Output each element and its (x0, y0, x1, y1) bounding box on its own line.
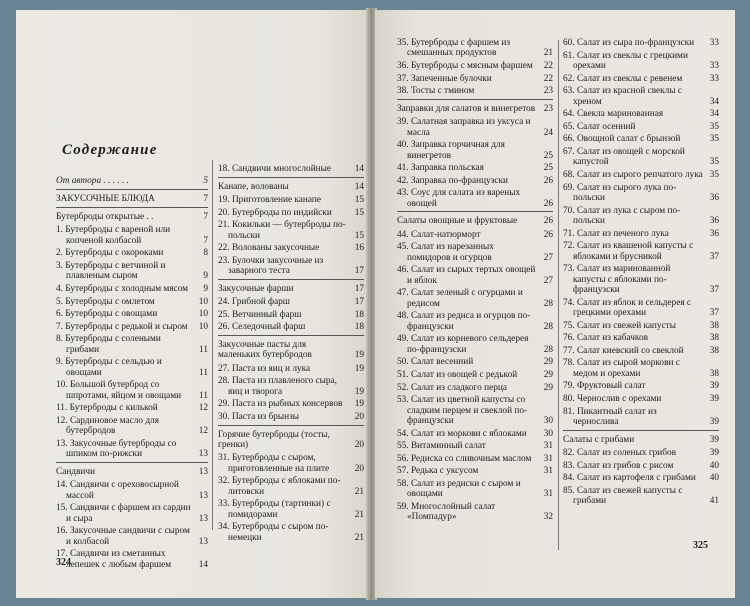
toc-entry-page: 20 (354, 463, 364, 474)
toc-entry-title: 78. Салат из сырой моркови с медом и орехами (563, 358, 680, 379)
left-column-1 (56, 176, 208, 570)
toc-entry-page: 31 (543, 466, 553, 477)
toc-entry-title: 9. Бутерброды с сельдью и овощами (56, 357, 162, 378)
toc-entry-title: 38. Тосты с тмином (397, 86, 475, 97)
toc-entry-page: 26 (543, 175, 553, 186)
toc-entry-title: 72. Салат из квашеной капусты с яблоками и брусникой (563, 241, 694, 262)
toc-entry (563, 346, 719, 356)
left-page (16, 10, 368, 598)
toc-entry-title: 56. Редиска со сливочным маслом (397, 453, 532, 464)
toc-entry-title: 7. Бутерброды с редькой и сыром (56, 321, 188, 332)
toc-entry-page: 15 (354, 195, 364, 205)
toc-section-heading (218, 177, 364, 192)
toc-entry-page: 15 (354, 230, 364, 241)
toc-entry-page: 22 (543, 73, 553, 84)
contents-title: Содержание (62, 142, 158, 158)
toc-entry-page: 12 (198, 426, 208, 437)
toc-entry-title: Закусочные пасты для маленьких бутербродов (218, 339, 312, 361)
toc-entry-page: 35 (709, 169, 719, 180)
toc-entry (397, 357, 553, 367)
toc-entry-page: 38 (709, 368, 719, 379)
toc-entry-page: 13 (198, 513, 208, 524)
toc-entry-title: 77. Салат киевский со свеклой (563, 345, 684, 356)
toc-entry-title: 62. Салат из свеклы с ревенем (563, 73, 683, 84)
toc-entry-title: Канапе, волованы (218, 181, 289, 192)
toc-entry-title: 34. Бутерброды с сыром по-немецки (218, 522, 329, 543)
toc-entry-page: 33 (709, 61, 719, 71)
toc-section-heading (218, 425, 364, 451)
toc-entry-title: 14. Сандвичи с ореховосырной массой (56, 480, 179, 501)
toc-entry-page: 38 (709, 320, 719, 331)
toc-entry (56, 416, 208, 437)
toc-entry-page: 39 (709, 434, 719, 445)
toc-entry-page: 29 (543, 382, 553, 393)
toc-entry-title: 60. Салат из сыра по-французски (563, 38, 695, 48)
toc-entry (56, 309, 208, 319)
toc-entry-title: 80. Чернослив с орехами (563, 393, 662, 404)
toc-entry (218, 522, 364, 543)
toc-entry-title: 65. Салат осенний (563, 121, 636, 132)
toc-entry-title: Салаты овощные и фруктовые (397, 216, 518, 227)
toc-entry (397, 188, 553, 209)
right-page (375, 10, 735, 598)
toc-entry-title: 25. Ветчинный фарш (218, 309, 302, 320)
toc-entry-title: 79. Фруктовый салат (563, 381, 646, 392)
toc-entry-title: 71. Салат из печеного лука (563, 228, 669, 239)
toc-entry (397, 265, 553, 286)
toc-entry-page: 9 (203, 284, 208, 294)
toc-entry (56, 322, 208, 332)
toc-entry-page: 27 (543, 252, 553, 263)
toc-entry-title: 64. Свекла маринованная (563, 109, 664, 120)
toc-entry (397, 395, 553, 426)
toc-entry (397, 466, 553, 476)
toc-entry-title: 43. Соус для салата из вареных овощей (397, 188, 521, 209)
toc-entry (397, 86, 553, 96)
toc-entry (563, 74, 719, 84)
toc-entry-title: 51. Салат из овощей с редькой (397, 369, 518, 380)
toc-entry (563, 86, 719, 107)
toc-entry (397, 288, 553, 309)
toc-entry (56, 248, 208, 258)
toc-entry-page: 17 (354, 297, 364, 308)
toc-entry-page: 40 (709, 460, 719, 471)
toc-entry-title: 35. Бутерброды с фаршем из смешанных продуктов (397, 38, 510, 59)
toc-section-heading (397, 211, 553, 226)
page-number-left: 324 (56, 557, 71, 568)
toc-entry (56, 357, 208, 378)
toc-entry-page: 38 (709, 333, 719, 344)
toc-entry (563, 122, 719, 132)
toc-entry-page: 36 (709, 215, 719, 226)
toc-entry (56, 297, 208, 307)
toc-entry-title: 84. Салат из картофеля с грибами (563, 473, 696, 484)
toc-entry-title: 73. Салат из маринованной капусты с яблоками по-французски (563, 264, 671, 295)
toc-entry-title: 23. Булочки закусочные из заварного теста (218, 255, 324, 277)
column-divider (212, 160, 213, 530)
toc-entry-title: 63. Салат из красной свеклы с хреном (563, 86, 683, 107)
toc-entry-page: 31 (543, 441, 553, 452)
toc-entry-page: 23 (543, 86, 553, 97)
toc-entry (218, 453, 364, 474)
toc-entry-page: 10 (198, 321, 208, 332)
toc-entry-title: 70. Салат из лука с сыром по-польски (563, 205, 681, 226)
toc-entry-title: 83. Салат из грибов с рисом (563, 460, 674, 471)
toc-entry (56, 334, 208, 355)
toc-entry (563, 241, 719, 262)
toc-entry (563, 381, 719, 391)
toc-entry (397, 502, 553, 523)
toc-entry (563, 486, 719, 507)
toc-entry-title: 27. Паста из яиц и лука (218, 363, 311, 374)
toc-entry (397, 163, 553, 173)
toc-entry-page: 34 (709, 96, 719, 107)
toc-entry (563, 134, 719, 144)
toc-entry-title: 26. Селедочный фарш (218, 322, 306, 333)
toc-entry-page: 34 (709, 109, 719, 120)
toc-entry (397, 479, 553, 500)
toc-entry-title: 52. Салат из сладкого перца (397, 382, 507, 393)
toc-entry-page: 19 (354, 386, 364, 397)
toc-entry-title: 18. Сандвичи многослойные (218, 164, 332, 174)
toc-entry-page: 16 (354, 243, 364, 254)
toc-entry-page: 11 (199, 390, 208, 401)
toc-entry-page: 33 (709, 38, 719, 48)
toc-entry (397, 383, 553, 393)
toc-entry (56, 526, 208, 547)
toc-entry-title: 74. Салат из яблок и сельдерея с грецкими орехами (563, 297, 692, 318)
toc-entry-page: 14 (354, 164, 364, 174)
toc-entry-page: 26 (543, 216, 553, 227)
toc-entry (563, 473, 719, 483)
toc-entry (563, 321, 719, 331)
toc-entry-page: 36 (709, 192, 719, 203)
toc-entry-page: 36 (709, 228, 719, 239)
toc-entry-title: 53. Салат из цветной капусты со сладким перцем и свеклой по-французски (397, 395, 528, 426)
toc-entry-title: 55. Витаминный салат (397, 441, 486, 452)
toc-section-heading (563, 430, 719, 445)
toc-entry-page: 14 (198, 559, 208, 570)
toc-entry (397, 242, 553, 263)
toc-entry-title: 13. Закусочные бутерброды со шпиком по-рижски (56, 438, 177, 460)
toc-entry-title: 68. Салат из сырого репчатого лука (563, 169, 703, 180)
toc-entry-page: 39 (709, 447, 719, 458)
toc-entry (56, 503, 208, 524)
toc-entry-title: 3. Бутерброды с ветчиной и плавленым сыром (56, 261, 166, 282)
toc-entry-page: 29 (543, 357, 553, 368)
toc-entry-page: 39 (709, 416, 719, 427)
toc-entry-page: 21 (354, 532, 364, 543)
toc-entry-title: 75. Салат из свежей капусты (563, 320, 676, 331)
toc-entry-page: 35 (709, 121, 719, 132)
toc-entry-title: 15. Сандвичи с фаршем из сардин и сыра (56, 503, 191, 524)
toc-entry (397, 74, 553, 84)
toc-entry-page: 19 (354, 350, 364, 361)
toc-entry-page: 39 (709, 393, 719, 404)
toc-entry (563, 147, 719, 168)
toc-entry (56, 261, 208, 282)
toc-entry (56, 480, 208, 501)
toc-entry (397, 230, 553, 240)
toc-entry-page: 23 (543, 103, 553, 114)
toc-entry-title: 31. Бутерброды с сыром, приготовленные на плите (218, 453, 330, 474)
toc-entry-page: 31 (543, 453, 553, 464)
toc-entry-title: 32. Бутерброды с яблоками по-литовски (218, 476, 341, 497)
toc-entry-title: Бутерброды открытые . . (56, 212, 154, 222)
toc-entry-title: От автора . . . . . . (56, 176, 129, 186)
toc-entry-page: 33 (709, 73, 719, 84)
toc-entry-title: Горячие бутерброды (тосты, гренки) (218, 429, 330, 450)
toc-entry-page: 13 (198, 466, 208, 477)
toc-entry-page: 11 (199, 367, 208, 378)
toc-entry-page: 21 (354, 486, 364, 497)
toc-entry (563, 358, 719, 379)
toc-entry-page: 31 (543, 489, 553, 500)
toc-entry-page: 13 (198, 449, 208, 460)
toc-entry-page: 22 (543, 61, 553, 71)
toc-entry-page: 13 (198, 536, 208, 547)
toc-entry-page: 8 (203, 248, 208, 259)
toc-entry (563, 333, 719, 343)
toc-entry-page: 9 (203, 271, 208, 282)
right-column-2 (563, 38, 719, 507)
toc-section-heading (56, 462, 208, 477)
toc-entry-page: 14 (354, 181, 364, 192)
toc-entry (397, 441, 553, 451)
toc-entry-page: 40 (709, 473, 719, 484)
toc-entry (563, 461, 719, 471)
toc-entry-title: 57. Редька с уксусом (397, 466, 479, 477)
toc-entry (56, 176, 208, 186)
toc-entry-page: 19 (354, 399, 364, 410)
toc-entry-page: 41 (709, 496, 719, 507)
toc-entry (56, 549, 208, 570)
toc-entry-page: 21 (543, 48, 553, 59)
toc-entry-title: 44. Салат-натюрморт (397, 229, 481, 240)
toc-entry (218, 364, 364, 374)
toc-entry-page: 35 (709, 134, 719, 145)
toc-entry-page: 18 (354, 322, 364, 333)
toc-entry-page: 21 (354, 509, 364, 520)
toc-entry-title: 30. Паста из брынзы (218, 411, 300, 422)
toc-entry-page: 19 (354, 363, 364, 374)
toc-entry-page: 38 (709, 345, 719, 356)
toc-entry-title: 45. Салат из нарезанных помидоров и огурцов (397, 242, 494, 263)
column-divider (558, 40, 559, 550)
toc-entry (563, 407, 719, 428)
toc-entry-page: 25 (543, 150, 553, 161)
toc-entry (563, 38, 719, 48)
toc-entry-page: 37 (709, 307, 719, 318)
toc-entry-title: 4. Бутерброды с холодным мясом (56, 284, 189, 294)
toc-entry-page: 28 (543, 321, 553, 332)
toc-entry-page: 20 (354, 411, 364, 422)
toc-entry-title: 36. Бутерброды с мясным фаршем (397, 61, 533, 71)
toc-entry-title: Заправки для салатов и винегретов (397, 103, 536, 114)
toc-entry-title: Салаты с грибами (563, 434, 635, 445)
toc-entry (563, 206, 719, 227)
toc-entry-title: 5. Бутерброды с омлетом (56, 296, 155, 307)
toc-entry-title: Сандвичи (56, 466, 96, 477)
toc-section-heading (56, 189, 208, 204)
toc-entry-title: 40. Заправка горчичная для винегретов (397, 140, 505, 161)
toc-entry-title: 46. Салат из сырых тертых овощей и яблок (397, 265, 536, 286)
toc-entry (218, 322, 364, 332)
toc-entry-title: 67. Салат из овощей с морской капустой (563, 146, 685, 168)
toc-entry-title: 24. Грибной фарш (218, 297, 290, 308)
toc-entry (563, 170, 719, 180)
toc-entry-title: ЗАКУСОЧНЫЕ БЛЮДА (56, 193, 155, 204)
toc-entry (56, 439, 208, 460)
toc-entry (397, 454, 553, 464)
toc-entry-page: 20 (354, 439, 364, 450)
toc-entry (56, 284, 208, 294)
toc-entry-page: 17 (354, 266, 364, 277)
toc-entry-title: 47. Салат зеленый с огурцами и редисом (397, 288, 523, 309)
toc-entry-page: 29 (543, 369, 553, 380)
toc-entry (563, 264, 719, 295)
toc-section-heading (218, 279, 364, 294)
toc-entry (397, 429, 553, 439)
toc-entry-page: 24 (543, 127, 553, 138)
toc-entry-page: 5 (203, 176, 208, 186)
toc-entry (218, 256, 364, 277)
toc-entry-title: 66. Овощной салат с брынзой (563, 134, 681, 145)
toc-entry-page: 10 (198, 309, 208, 320)
toc-entry-title: 82. Салат из соленых грибов (563, 447, 677, 458)
toc-entry (563, 394, 719, 404)
toc-entry-title: 41. Заправка польская (397, 163, 484, 174)
toc-entry (218, 476, 364, 497)
toc-entry (397, 140, 553, 161)
toc-entry (397, 370, 553, 380)
toc-entry (563, 298, 719, 319)
right-column-1 (397, 38, 553, 523)
toc-entry-page: 13 (198, 490, 208, 501)
toc-entry (218, 208, 364, 218)
toc-entry-title: 22. Волованы закусочные (218, 243, 320, 254)
toc-entry-title: 33. Бутерброды (тартинки) с помидорами (218, 499, 331, 520)
toc-entry-title: 2. Бутерброды с окороками (56, 248, 164, 259)
toc-entry-title: 49. Салат из корневого сельдерея по-французски (397, 334, 529, 355)
toc-entry-title: 10. Большой бутерброд со шпротами, яйцом и овощами (56, 380, 182, 401)
toc-entry-title: 85. Салат из свежей капусты с грибами (563, 485, 683, 507)
toc-entry (218, 297, 364, 307)
toc-entry-title: 61. Салат из свеклы с грецкими орехами (563, 50, 688, 71)
toc-section-heading (218, 335, 364, 361)
toc-entry (218, 243, 364, 253)
toc-entry (397, 311, 553, 332)
toc-entry (218, 310, 364, 320)
toc-entry (218, 412, 364, 422)
toc-entry-title: 21. Кокильки — бутерброды по-польски (218, 220, 346, 241)
toc-entry-page: 30 (543, 428, 553, 439)
toc-entry (218, 195, 364, 205)
toc-entry (397, 61, 553, 71)
toc-entry-page: 37 (709, 284, 719, 295)
toc-entry-title: 12. Сардиновое масло для бутербродов (56, 415, 159, 437)
toc-entry (218, 499, 364, 520)
toc-entry-title: 42. Заправка по-французски (397, 175, 508, 186)
toc-entry-title: 11. Бутерброды с килькой (56, 403, 158, 414)
toc-entry-title: 59. Многослойный салат «Помпадур» (397, 501, 496, 523)
toc-entry-page: 17 (354, 283, 364, 294)
toc-entry (563, 229, 719, 239)
toc-entry (563, 109, 719, 119)
toc-entry-page: 26 (543, 198, 553, 209)
toc-entry-page: 18 (354, 309, 364, 320)
toc-entry (218, 376, 364, 397)
toc-entry-title: 6. Бутерброды с овощами (56, 309, 158, 320)
toc-entry (397, 176, 553, 186)
toc-entry-title: 17. Сандвичи из сметанных лепешек с любым фаршем (56, 549, 172, 570)
toc-entry (563, 183, 719, 204)
toc-entry-title: 39. Салатная заправка из уксуса и масла (397, 117, 531, 138)
toc-entry-page: 32 (543, 512, 553, 523)
toc-entry-title: 69. Салат из сырого лука по-польски (563, 182, 677, 203)
toc-entry-page: 26 (543, 229, 553, 240)
toc-entry-title: 76. Салат из кабачков (563, 333, 648, 344)
toc-entry-title: 37. Запеченные булочки (397, 73, 492, 84)
page-number-right: 325 (693, 540, 708, 551)
toc-section-heading (397, 99, 553, 114)
toc-entry (563, 51, 719, 72)
toc-entry-page: 25 (543, 163, 553, 174)
toc-entry-page: 7 (203, 212, 208, 222)
toc-entry-title: 20. Бутерброды по индийски (218, 207, 332, 218)
toc-entry (56, 380, 208, 401)
toc-entry-title: 50. Салат весенний (397, 357, 474, 368)
toc-entry-page: 12 (198, 403, 208, 414)
toc-section-heading (56, 207, 208, 222)
toc-entry (397, 117, 553, 138)
toc-entry-page: 37 (709, 251, 719, 262)
toc-entry-title: 54. Салат из моркови с яблоками (397, 428, 527, 439)
toc-entry (397, 38, 553, 59)
toc-entry (56, 225, 208, 246)
toc-entry-page: 15 (354, 207, 364, 218)
toc-entry (397, 334, 553, 355)
toc-entry-title: 16. Закусочные сандвичи с сыром и колбасой (56, 526, 190, 547)
toc-entry-page: 28 (543, 298, 553, 309)
toc-entry-title: 8. Бутерброды с солеными грибами (56, 334, 161, 355)
toc-entry-title: 1. Бутерброды с вареной или копченой колбасой (56, 225, 171, 246)
toc-entry-page: 7 (203, 235, 208, 246)
toc-entry-page: 35 (709, 157, 719, 168)
toc-entry-page: 10 (198, 296, 208, 307)
toc-entry-page: 7 (203, 193, 208, 204)
toc-entry-title: Закусочные фарши (218, 283, 294, 294)
toc-entry-page: 27 (543, 275, 553, 286)
toc-entry-page: 30 (543, 415, 553, 426)
toc-entry-title: 48. Салат из редиса и огурцов по-французски (397, 311, 531, 332)
toc-entry-page: 11 (199, 344, 208, 355)
toc-entry (218, 399, 364, 409)
toc-entry-page: 39 (709, 381, 719, 392)
toc-entry (218, 164, 364, 174)
toc-entry-page: 28 (543, 344, 553, 355)
toc-entry-title: 29. Паста из рыбных консервов (218, 399, 343, 410)
toc-entry (218, 220, 364, 241)
toc-entry-title: 19. Приготовление канапе (218, 195, 321, 205)
left-column-2 (218, 164, 364, 543)
toc-entry (563, 448, 719, 458)
toc-entry-title: 81. Пикантный салат из чернослива (563, 406, 657, 427)
toc-entry (56, 403, 208, 413)
toc-entry-title: 28. Паста из плавленого сыра, яиц и творога (218, 376, 337, 397)
toc-entry-title: 58. Салат из редиски с сыром и овощами (397, 478, 521, 500)
